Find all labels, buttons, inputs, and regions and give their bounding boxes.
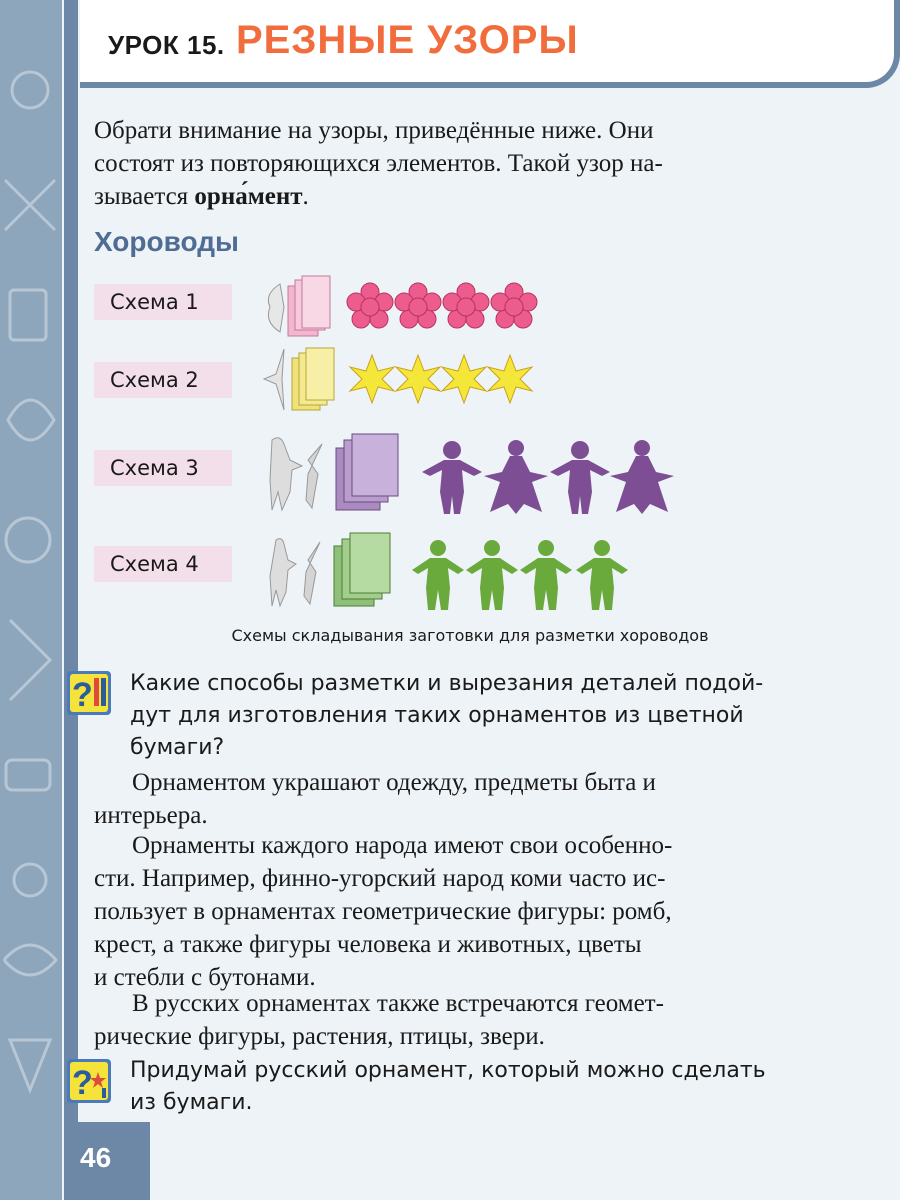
text-line: Придумай русский орнамент, который можно сделать — [130, 1058, 766, 1083]
lesson-title: РЕЗНЫЕ УЗОРЫ — [236, 18, 579, 62]
page-number: 46 — [80, 1142, 112, 1173]
text-line: Орнаментом украшают одежду, предметы быта и — [132, 769, 656, 796]
person-figure — [484, 440, 548, 514]
folding-template-star — [264, 348, 334, 410]
paragraph — [94, 987, 860, 1053]
intro-paragraph — [94, 114, 860, 213]
star-figure — [442, 355, 486, 403]
text-line: дут для изготовления таких орнаментов из цветной — [130, 703, 744, 728]
term-ornament: орна́мент — [194, 183, 303, 210]
person-figure — [576, 540, 628, 610]
text-line — [94, 180, 860, 213]
flower-figure — [347, 283, 393, 328]
person-figure — [610, 440, 674, 514]
creative-task-icon — [66, 1058, 112, 1104]
flower-figure — [491, 283, 537, 328]
person-figure — [550, 441, 610, 514]
text-line: пользует в орнаментах геометрические фигуры: ромб, — [94, 898, 672, 925]
question-text — [130, 668, 860, 764]
text-line: из бумаги. — [130, 1090, 253, 1115]
scheme-label-3: Схема 3 — [94, 450, 232, 486]
person-figure — [412, 540, 464, 610]
person-figure — [466, 540, 518, 610]
text-line: Какие способы разметки и вырезания деталей подой- — [130, 671, 764, 696]
creative-task-text — [130, 1055, 860, 1119]
text-line: Орнаменты каждого народа имеют свои особенно- — [132, 832, 673, 859]
scheme-label-2: Схема 2 — [94, 362, 232, 398]
text-line: крест, а также фигуры человека и животных, цветы — [94, 931, 642, 958]
folding-template-person — [270, 434, 398, 510]
person-figure — [422, 441, 482, 514]
text-line: рические фигуры, растения, птицы, звери. — [94, 1023, 545, 1050]
scheme-4-illustration — [262, 530, 652, 610]
text-line: бумаги? — [130, 735, 225, 760]
star-figure — [488, 355, 532, 403]
star-figure — [396, 355, 440, 403]
figure-caption: Схемы складывания заготовки для разметки хороводов — [231, 626, 709, 645]
text-line: интерьера. — [94, 802, 208, 829]
text-line: состоят из повторяющихся элементов. Такой узор на- — [94, 150, 663, 177]
doodle-pattern — [0, 0, 62, 1200]
scheme-1-illustration — [262, 272, 562, 342]
scheme-label-1: Схема 1 — [94, 284, 232, 320]
decorative-side-band — [0, 0, 62, 1200]
section-title: Хороводы — [94, 226, 239, 257]
question-pencil-icon — [66, 670, 112, 716]
paragraph — [94, 829, 860, 994]
paragraph — [94, 766, 860, 832]
scheme-2-illustration — [262, 344, 552, 414]
folding-template-flower — [268, 276, 330, 336]
text-fragment: зывается — [94, 183, 189, 210]
text-line: В русских орнаментах также встречаются геомет- — [132, 990, 664, 1017]
star-figure — [350, 355, 394, 403]
text-fragment: . — [302, 183, 309, 210]
person-figure — [520, 540, 572, 610]
svg-text:?: ? — [72, 1064, 93, 1102]
folding-template-person — [270, 533, 390, 606]
flower-figure — [443, 283, 489, 328]
svg-text:?: ? — [72, 676, 93, 714]
text-line: Обрати внимание на узоры, приведённые ниже. Они — [94, 117, 654, 144]
scheme-3-illustration — [262, 430, 682, 516]
scheme-label-4: Схема 4 — [94, 546, 232, 582]
text-line: и стебли с бутонами. — [94, 964, 316, 991]
lesson-number: УРОК 15. — [108, 30, 225, 60]
page-frame-line — [64, 0, 78, 1200]
text-line: сти. Например, финно-угорский народ коми часто ис- — [94, 865, 666, 892]
flower-figure — [395, 283, 441, 328]
